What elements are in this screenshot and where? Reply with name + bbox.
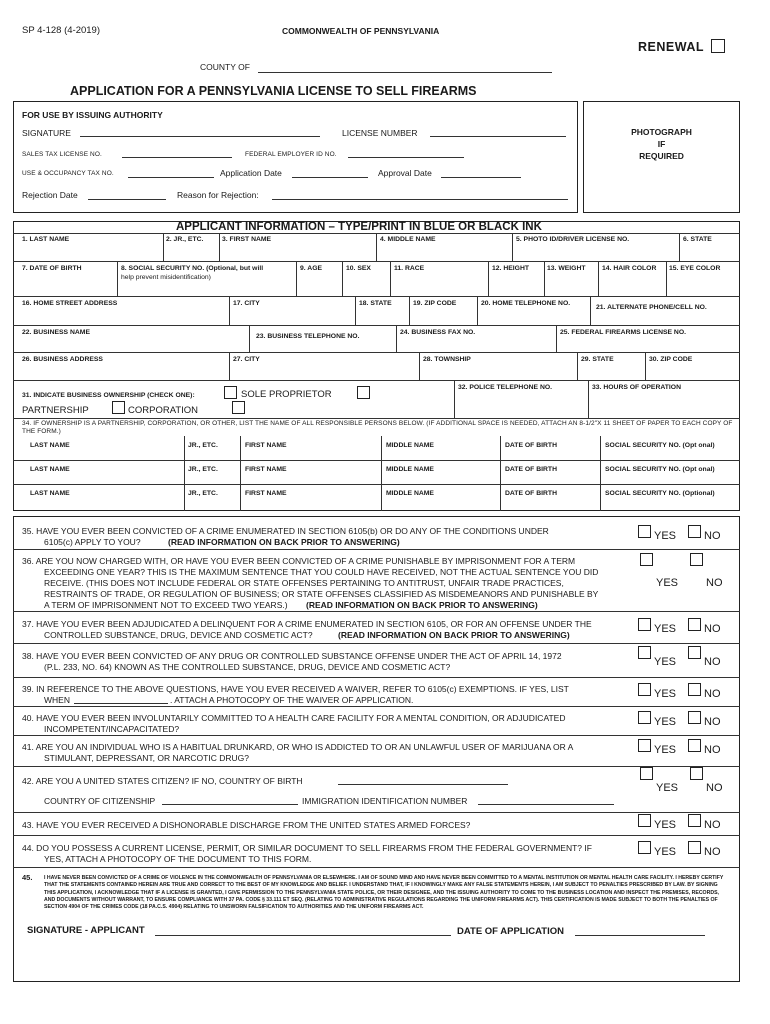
- grid-divider: [184, 436, 185, 511]
- renewal-checkbox[interactable]: [711, 39, 725, 53]
- township-label: 28. TOWNSHIP: [423, 356, 471, 363]
- q35-yes-checkbox[interactable]: [638, 525, 651, 538]
- question-39: 39. IN REFERENCE TO THE ABOVE QUESTIONS, HAVE YOU EVER RECEIVED A WAIVER, REFER TO 6105(c) EXEMPTIONS. IF YES, LIST: [22, 684, 569, 694]
- question-40: 40. HAVE YOU EVER BEEN INVOLUNTARILY COMMITTED TO A HEALTH CARE FACILITY FOR A MENTAL CONDITION, OR ADJUDICATED: [22, 713, 566, 723]
- home-street-label: 16. HOME STREET ADDRESS: [22, 300, 118, 307]
- page-title: APPLICATION FOR A PENNSYLVANIA LICENSE TO SELL FIREARMS: [70, 84, 477, 98]
- question-rule: [13, 835, 740, 836]
- question-rule: [13, 611, 740, 612]
- grid-divider: [454, 380, 455, 418]
- last-name-label: 1. LAST NAME: [22, 236, 70, 243]
- county-label: COUNTY OF: [200, 62, 250, 72]
- grid-rule: [13, 380, 740, 381]
- resp-first-1: FIRST NAME: [245, 442, 287, 449]
- resp-ssn-2: SOCIAL SECURITY NO. (Opt onal): [605, 466, 715, 473]
- eye-color-label: 15. EYE COLOR: [669, 265, 721, 272]
- immigration-id-label: IMMIGRATION IDENTIFICATION NUMBER: [302, 796, 468, 806]
- home-state-label: 18. STATE: [359, 300, 392, 307]
- question-39-cont: . ATTACH A PHOTOCOPY OF THE WAIVER OF APPLICATION.: [170, 695, 414, 705]
- home-zip-label: 19. ZIP CODE: [413, 300, 457, 307]
- q37-no-checkbox[interactable]: [688, 618, 701, 631]
- grid-divider: [500, 436, 501, 511]
- grid-rule: [13, 325, 740, 326]
- reason-rejection-field[interactable]: [272, 199, 568, 200]
- q42-yes-checkbox[interactable]: [640, 767, 653, 780]
- q36-yes-label: YES: [656, 577, 679, 589]
- signature-field[interactable]: [80, 136, 320, 137]
- photo-id-label: 5. PHOTO ID/DRIVER LICENSE NO.: [516, 236, 630, 243]
- q35-no-label: NO: [704, 530, 721, 542]
- q39-no-label: NO: [704, 688, 721, 700]
- question-36-line3: RECEIVE. (THIS DOES NOT INCLUDE FEDERAL OR STATE OFFENSES PERTAINING TO ANTITRUST, UNFAIR TRADE PRACTICES,: [44, 578, 564, 588]
- question-36: 36. ARE YOU NOW CHARGED WITH, OR HAVE YOU EVER BEEN CONVICTED OF A CRIME PUNISHABLE BY IMPRISONMENT FOR A TERM: [22, 556, 576, 566]
- resp-jr-1: JR., ETC.: [188, 442, 218, 449]
- date-of-application-field[interactable]: [575, 935, 705, 936]
- grid-divider: [544, 261, 545, 296]
- q44-no-checkbox[interactable]: [688, 841, 701, 854]
- q37-yes-checkbox[interactable]: [638, 618, 651, 631]
- q37-no-label: NO: [704, 623, 721, 635]
- grid-rule: [13, 460, 740, 461]
- business-city-label: 27. CITY: [233, 356, 260, 363]
- question-37-cont: CONTROLLED SUBSTANCE, DRUG, DEVICE AND COSMETIC ACT?: [44, 630, 313, 640]
- form-number: SP 4-128 (4-2019): [22, 25, 100, 36]
- q42-no-checkbox[interactable]: [690, 767, 703, 780]
- hours-label: 33. HOURS OF OPERATION: [592, 384, 681, 391]
- commonwealth-heading: COMMONWEALTH OF PENNSYLVANIA: [282, 26, 440, 36]
- ssn-note: help prevent misidentification): [121, 274, 211, 281]
- sales-tax-label: SALES TAX LICENSE NO.: [22, 151, 102, 158]
- resp-dob-1: DATE OF BIRTH: [505, 442, 557, 449]
- business-zip-label: 30. ZIP CODE: [649, 356, 693, 363]
- resp-dob-2: DATE OF BIRTH: [505, 466, 557, 473]
- question-37: 37. HAVE YOU EVER BEEN ADJUDICATED A DELINQUENT FOR A CRIME ENUMERATED IN SECTION 6105, OR FOR AN OFFENSE UNDER THE: [22, 619, 592, 629]
- grid-divider: [600, 436, 601, 511]
- q39-yes-checkbox[interactable]: [638, 683, 651, 696]
- reason-rejection-label: Reason for Rejection:: [177, 190, 259, 200]
- question-44-cont: YES, ATTACH A PHOTOCOPY OF THE DOCUMENT TO THIS FORM.: [44, 854, 312, 864]
- application-date-label: Application Date: [220, 168, 282, 178]
- sole-proprietor-label: SOLE PROPRIETOR: [241, 389, 332, 400]
- grid-rule: [13, 418, 740, 419]
- q37-yes-label: YES: [654, 623, 677, 635]
- business-name-label: 22. BUSINESS NAME: [22, 329, 90, 336]
- federal-employer-label: FEDERAL EMPLOYER ID NO.: [245, 151, 337, 158]
- q41-yes-checkbox[interactable]: [638, 739, 651, 752]
- grid-divider: [229, 296, 230, 325]
- grid-divider: [390, 261, 391, 296]
- question-rule: [13, 812, 740, 813]
- other-ownership-checkbox[interactable]: [232, 401, 245, 414]
- question-rule: [13, 867, 740, 868]
- question-35-note: (READ INFORMATION ON BACK PRIOR TO ANSWERING): [168, 537, 400, 547]
- grid-divider: [355, 296, 356, 325]
- immigration-id-field[interactable]: [478, 804, 614, 805]
- responsible-persons-instructions: 34. IF OWNERSHIP IS A PARTNERSHIP, CORPORATION, OR OTHER, LIST THE NAME OF ALL RESPONSIBLE PERSONS BELOW. (IF ADDITIONAL SPACE IS NEEDED, ATTACH AN 8-1/2"X 11 SHEET OF PAPER TO EACH COPY OF THE FORM.): [22, 420, 733, 435]
- q40-no-checkbox[interactable]: [688, 711, 701, 724]
- hair-color-label: 14. HAIR COLOR: [602, 265, 657, 272]
- q36-no-checkbox[interactable]: [690, 553, 703, 566]
- business-address-label: 26. BUSINESS ADDRESS: [22, 356, 103, 363]
- question-rule: [13, 735, 740, 736]
- grid-divider: [419, 352, 420, 380]
- question-rule: [13, 677, 740, 678]
- q39-no-checkbox[interactable]: [688, 683, 701, 696]
- q44-yes-checkbox[interactable]: [638, 841, 651, 854]
- grid-divider: [588, 380, 589, 418]
- grid-divider: [219, 233, 220, 261]
- photo-label-3: REQUIRED: [639, 151, 684, 161]
- q35-no-checkbox[interactable]: [688, 525, 701, 538]
- grid-divider: [598, 261, 599, 296]
- q40-yes-checkbox[interactable]: [638, 711, 651, 724]
- resp-jr-3: JR., ETC.: [188, 490, 218, 497]
- signature-applicant-label: SIGNATURE - APPLICANT: [27, 925, 145, 936]
- q36-yes-checkbox[interactable]: [640, 553, 653, 566]
- date-of-application-label: DATE OF APPLICATION: [457, 926, 564, 937]
- resp-last-3: LAST NAME: [30, 490, 70, 497]
- corporation-label: CORPORATION: [128, 405, 199, 416]
- dob-label: 7. DATE OF BIRTH: [22, 265, 82, 272]
- q43-no-label: NO: [704, 819, 721, 831]
- resp-first-3: FIRST NAME: [245, 490, 287, 497]
- business-phone-label: 23. BUSINESS TELEPHONE NO.: [256, 333, 360, 340]
- country-citizenship-label: COUNTRY OF CITIZENSHIP: [44, 796, 156, 806]
- question-rule: [13, 549, 740, 550]
- question-rule: [13, 643, 740, 644]
- country-citizenship-field[interactable]: [162, 804, 298, 805]
- grid-divider: [163, 233, 164, 261]
- grid-divider: [396, 325, 397, 352]
- approval-date-label: Approval Date: [378, 168, 432, 178]
- use-occupancy-label: USE & OCCUPANCY TAX NO.: [22, 170, 114, 177]
- q40-no-label: NO: [704, 716, 721, 728]
- question-35-cont: 6105(c) APPLY TO YOU?: [44, 537, 141, 547]
- question-42: 42. ARE YOU A UNITED STATES CITIZEN? IF NO, COUNTRY OF BIRTH: [22, 776, 303, 786]
- grid-divider: [666, 261, 667, 296]
- corporation-checkbox[interactable]: [112, 401, 125, 414]
- grid-rule: [13, 484, 740, 485]
- approval-date-field[interactable]: [441, 177, 521, 178]
- state-label: 6. STATE: [683, 236, 712, 243]
- resp-middle-3: MIDDLE NAME: [386, 490, 434, 497]
- country-of-birth-field[interactable]: [338, 784, 508, 785]
- police-phone-label: 32. POLICE TELEPHONE NO.: [458, 384, 553, 391]
- q38-yes-label: YES: [654, 656, 677, 668]
- grid-divider: [342, 261, 343, 296]
- grid-rule: [13, 296, 740, 297]
- question-36-line2: EXCEEDING ONE YEAR? THIS IS THE MAXIMUM SENTENCE THAT YOU COULD HAVE RECEIVED, NOT THE ACTUAL SENTENCE YOU DID: [44, 567, 599, 577]
- partnership-label: PARTNERSHIP: [22, 405, 89, 416]
- q36-no-label: NO: [706, 577, 723, 589]
- business-state-label: 29. STATE: [581, 356, 614, 363]
- question-38-cont: (P.L. 233, NO. 64) KNOWN AS THE CONTROLLED SUBSTANCE, DRUG, DEVICE AND COSMETIC ACT?: [44, 662, 451, 672]
- resp-last-2: LAST NAME: [30, 466, 70, 473]
- question-41-cont: STIMULANT, DEPRESSANT, OR NARCOTIC DRUG?: [44, 753, 249, 763]
- applicant-heading: APPLICANT INFORMATION – TYPE/PRINT IN BLUE OR BLACK INK: [176, 221, 542, 233]
- resp-ssn-3: SOCIAL SECURITY NO. (Optional): [605, 490, 715, 497]
- resp-middle-2: MIDDLE NAME: [386, 466, 434, 473]
- license-number-field[interactable]: [430, 136, 566, 137]
- application-date-field[interactable]: [292, 177, 368, 178]
- grid-divider: [590, 296, 591, 325]
- question-39-when: WHEN: [44, 695, 70, 705]
- q38-no-label: NO: [704, 656, 721, 668]
- alt-phone-label: 21. ALTERNATE PHONE/CELL NO.: [596, 304, 707, 311]
- question-36-note: (READ INFORMATION ON BACK PRIOR TO ANSWERING): [306, 600, 538, 610]
- q38-yes-checkbox[interactable]: [638, 646, 651, 659]
- rejection-date-field[interactable]: [88, 199, 166, 200]
- first-name-label: 3. FIRST NAME: [222, 236, 272, 243]
- home-phone-label: 20. HOME TELEPHONE NO.: [481, 300, 571, 307]
- applicant-signature-field[interactable]: [155, 935, 451, 936]
- renewal-label: RENEWAL: [638, 40, 704, 54]
- weight-label: 13. WEIGHT: [547, 265, 586, 272]
- grid-divider: [488, 261, 489, 296]
- resp-last-1: LAST NAME: [30, 442, 70, 449]
- q40-yes-label: YES: [654, 716, 677, 728]
- question-40-cont: INCOMPETENT/INCAPACITATED?: [44, 724, 180, 734]
- race-label: 11. RACE: [394, 265, 425, 272]
- q35-yes-label: YES: [654, 530, 677, 542]
- resp-middle-1: MIDDLE NAME: [386, 442, 434, 449]
- grid-rule: [13, 352, 740, 353]
- question-36-line4: RESTRAINTS OF TRADE, OR REGULATION OF BUSINESS; OR STATE OFFENSES CLASSIFIED AS MISDEMEANORS AND PUNISHABLE BY: [44, 589, 599, 599]
- grid-divider: [240, 436, 241, 511]
- signature-label: SIGNATURE: [22, 128, 71, 138]
- q43-no-checkbox[interactable]: [688, 814, 701, 827]
- ssn-label: 8. SOCIAL SECURITY NO. (Optional, but will: [121, 265, 264, 272]
- sole-proprietor-checkbox[interactable]: [224, 386, 237, 399]
- jr-label: 2. JR., ETC.: [166, 236, 204, 243]
- grid-divider: [512, 233, 513, 261]
- q44-yes-label: YES: [654, 846, 677, 858]
- photo-label-2: IF: [657, 139, 666, 149]
- ownership-label: 31. INDICATE BUSINESS OWNERSHIP (CHECK ONE):: [22, 392, 195, 399]
- question-41: 41. ARE YOU AN INDIVIDUAL WHO IS A HABITUAL DRUNKARD, OR WHO IS ADDICTED TO OR AN UNLAWFUL USER OF MARIJUANA OR A: [22, 742, 574, 752]
- grid-divider: [577, 352, 578, 380]
- q41-no-checkbox[interactable]: [688, 739, 701, 752]
- issuing-heading: FOR USE BY ISSUING AUTHORITY: [22, 110, 163, 120]
- county-field[interactable]: [258, 72, 552, 73]
- photo-label-1: PHOTOGRAPH: [631, 127, 692, 137]
- use-occupancy-field[interactable]: [128, 177, 214, 178]
- middle-name-label: 4. MIDDLE NAME: [380, 236, 436, 243]
- resp-ssn-1: SOCIAL SECURITY NO. (Opt onal): [605, 442, 715, 449]
- q41-yes-label: YES: [654, 744, 677, 756]
- question-rule: [13, 706, 740, 707]
- grid-divider: [645, 352, 646, 380]
- height-label: 12. HEIGHT: [492, 265, 530, 272]
- q42-yes-label: YES: [656, 782, 679, 794]
- certification-statement: I HAVE NEVER BEEN CONVICTED OF A CRIME OF VIOLENCE IN THE COMMONWEALTH OF PENNSYLVANIA OR ELSEWHERE. I AM OF SOUND MIND AND HAVE NEVER BEEN COMMITTED TO A MENTAL INSTITUTION OR MENTAL HEALTH CARE FACILITY. I HEREBY CERTIFY THAT THE STATEMENTS CONTAINED HEREIN ARE TRUE AND CORRECT TO THE BEST OF MY KNOWLEDGE AND BELIEF. I UNDERSTAND THAT, IF I KNOWINGLY MAKE ANY FALSE STATEMENTS HEREIN, I AM SUBJECT TO PENALTIES PRESCRIBED BY LAW. BY SIGNING THIS APPLICATION, I ACKNOWLEDGE THAT IF A LICENSE IS GRANTED, I GIVE PERMISSION TO THE PENNSYLVANIA STATE POLICE, OR THEIR DESIGNEE, AND THE ISSUING AUTHORITY TO COME TO THE BUSINESS LOCATION AND INSPECT THE PREMISES, RECORDS, AND DOCUMENTS WITHOUT WARRANT, TO ENSURE COMPLIANCE WITH 37 PA. CODE § 33.111 ET SEQ. (RELATING TO ADMINISTRATIVE REGULATIONS REGARDING THE UNIFORM FIREARMS ACT). THIS CERTIFICATION IS MADE SUBJECT TO BOTH THE PENALTIES OF SECTION 4904 OF THE CRIMES CODE (18 PA.C.S. 4904) RELATING TO UNSWORN FALSIFICATION TO AUTHORITIES AND THE UNIFORM FIREARMS ACT.: [44, 875, 724, 911]
- grid-divider: [249, 325, 250, 352]
- resp-first-2: FIRST NAME: [245, 466, 287, 473]
- grid-divider: [376, 233, 377, 261]
- federal-employer-field[interactable]: [348, 157, 464, 158]
- question-43: 43. HAVE YOU EVER RECEIVED A DISHONORABLE DISCHARGE FROM THE UNITED STATES ARMED FORCES?: [22, 820, 471, 830]
- business-fax-label: 24. BUSINESS FAX NO.: [400, 329, 476, 336]
- grid-divider: [296, 261, 297, 296]
- grid-divider: [679, 233, 680, 261]
- question-36-line5: A TERM OF IMPRISONMENT NOT TO EXCEED TWO YEARS.): [44, 600, 288, 610]
- ffl-label: 25. FEDERAL FIREARMS LICENSE NO.: [560, 329, 687, 336]
- q41-no-label: NO: [704, 744, 721, 756]
- question-37-note: (READ INFORMATION ON BACK PRIOR TO ANSWERING): [338, 630, 570, 640]
- license-number-label: LICENSE NUMBER: [342, 128, 418, 138]
- q43-yes-label: YES: [654, 819, 677, 831]
- q39-yes-label: YES: [654, 688, 677, 700]
- partnership-checkbox[interactable]: [357, 386, 370, 399]
- q43-yes-checkbox[interactable]: [638, 814, 651, 827]
- resp-dob-3: DATE OF BIRTH: [505, 490, 557, 497]
- grid-divider: [409, 296, 410, 325]
- q38-no-checkbox[interactable]: [688, 646, 701, 659]
- sales-tax-field[interactable]: [122, 157, 232, 158]
- question-45-number: 45.: [22, 873, 33, 882]
- q44-no-label: NO: [704, 846, 721, 858]
- waiver-when-field[interactable]: [74, 703, 168, 704]
- grid-divider: [556, 325, 557, 352]
- question-35: 35. HAVE YOU EVER BEEN CONVICTED OF A CRIME ENUMERATED IN SECTION 6105(b) OR DO ANY OF THE CONDITIONS UNDER: [22, 526, 549, 536]
- grid-divider: [381, 436, 382, 511]
- grid-divider: [477, 296, 478, 325]
- grid-divider: [229, 352, 230, 380]
- question-44: 44. DO YOU POSSESS A CURRENT LICENSE, PERMIT, OR SIMILAR DOCUMENT TO SELL FIREARMS FROM THE FEDERAL GOVERNMENT? IF: [22, 843, 592, 853]
- rejection-date-label: Rejection Date: [22, 190, 78, 200]
- grid-rule: [13, 261, 740, 262]
- grid-divider: [117, 261, 118, 296]
- age-label: 9. AGE: [300, 265, 323, 272]
- resp-jr-2: JR., ETC.: [188, 466, 218, 473]
- home-city-label: 17. CITY: [233, 300, 260, 307]
- question-rule: [13, 766, 740, 767]
- question-38: 38. HAVE YOU EVER BEEN CONVICTED OF ANY DRUG OR CONTROLLED SUBSTANCE OFFENSE UNDER THE ACT OF APRIL 14, 1972: [22, 651, 562, 661]
- q42-no-label: NO: [706, 782, 723, 794]
- sex-label: 10. SEX: [346, 265, 371, 272]
